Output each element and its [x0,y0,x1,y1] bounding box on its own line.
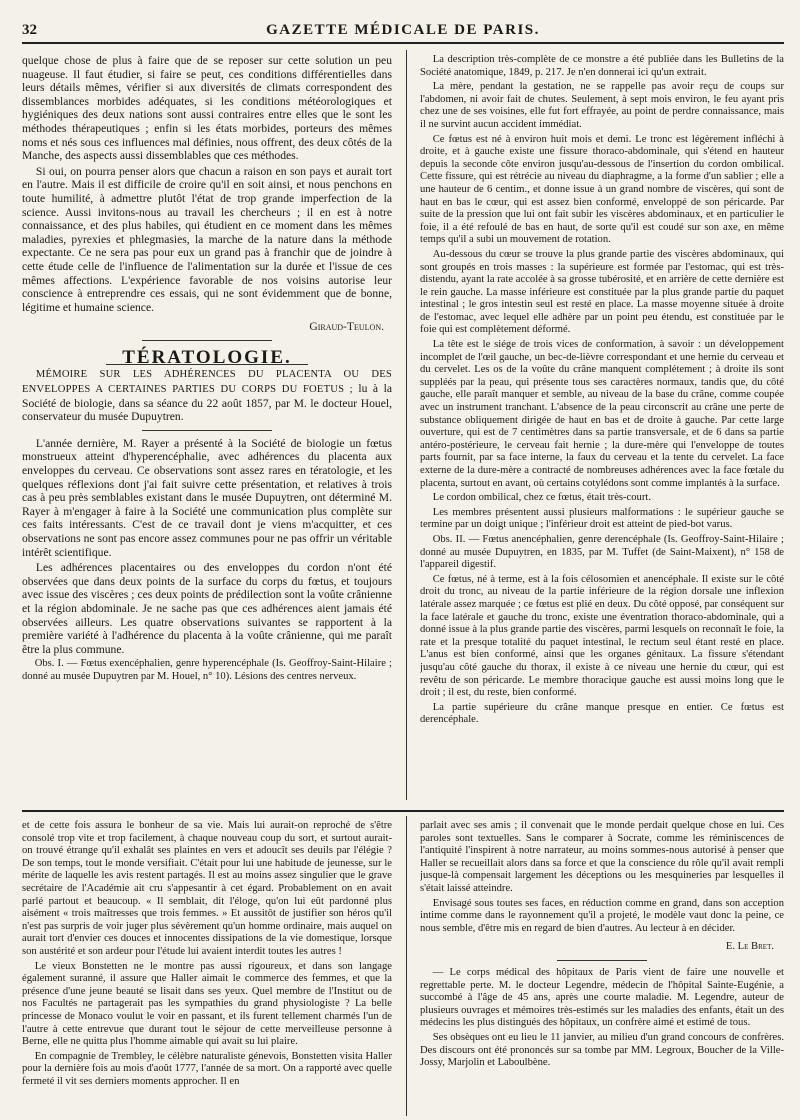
paragraph: Les adhérences placentaires ou des enveloppes du cordon n'ont été observées que dans deux points de la surface du corps du fœtus, et toujours avec issue des viscères ; ces deux points de prédilection sont la voûte crânienne et la région abdominale. Je ne sache pas que ces adhérences aient jamais été observées ailleurs. Les quatre observations suivantes se rapportent à la première variété à l'adhérence du placenta à la voûte crânienne, qui me paraît être la plus commune. [22,561,392,656]
paragraph: Ce fœtus, né à terme, est à la fois célosomien et anencéphale. Il existe sur le côté droit du tronc, au niveau de la partie inférieure de la région dorsale une inflexion latérale assez marquée ; ce fœtus est plié en deux. Du côté opposé, par conséquent sur la face latérale et gauche du tronc, existe une éventration thoraco-abdominale, qui a donné issue à la plus grande partie des viscères, parmi lesquels on reconnaît le foie, la rate et la presque totalité du paquet intestinal, le rectum seul étant resté en place. L'anus est bien conformé, ainsi que les organes génitaux. La fissure s'étendant jusqu'au côté gauche du thorax, il existe à ce niveau une hernie du cœur, qui est revêtu de son péricarde. Le membre thoracique gauche est aussi moins long que le droit ; il est, du reste, bien conformé. [420,573,784,699]
paragraph: La partie supérieure du crâne manque presque en entier. Ce fœtus est derencéphale. [420,701,784,726]
divider [142,430,272,431]
feuilleton-rule [22,810,784,812]
paragraph: parlait avec ses amis ; il convenait que le monde perdait quelque chose en lui. Ces paroles sont textuelles. Sans le comparer à Socrate, comme les réminiscences de l'antiquité l'inspirent à notre narrateur, au moins sommes-nous autorisé à penser que Haller se recueillait alors dans sa force et que la conscience du rôle qu'il avait rempli jusque-là compensait largement les déceptions ou les mesquineries par lesquelles il s'était laissé atteindre. [420,820,784,894]
paragraph: Envisagé sous toutes ses faces, en réduction comme en grand, dans son acception intime comme dans le rayonnement qu'il a projeté, le modèle vaut donc la peine, ce nous semble, d'être mis en regard de bien d'autres. Au lecteur à en décider. [420,897,784,934]
memoire-subtitle: lu à la Société de biologie, dans sa séance du 22 août 1857, par M. le docteur Houel, conservateur du musée Dupuytren. [22,382,392,424]
author-signature: Giraud-Teulon. [309,320,384,334]
paragraph: Le cordon ombilical, chez ce fœtus, était très-court. [432,492,651,504]
paragraph: et de cette fois assura le bonheur de sa vie. Mais lui aurait-on reproché de s'être consolé trop vite et trop facilement, à chaque nouveau coup du sort, et surtout aurait-on trouvé étrange qu'il exhalât ses plaintes en vers et adoucît ses deuils par l'élégie ? De son temps, tout le monde versifiait. C'était pour lui une habitude de jeunesse, sur le mérite de laquelle les avis restent partagés. Il est au moins assez singulier que le grave secrétaire de l'Académie ait cru s'appesantir à cet égard. Probablement on en avait parlé partout et beaucoup. « Il semblait, dit l'éloge, qu'on lui eût pardonné plus aisément « trois maîtresses que trois femmes. » Et aussitôt de justifier son héros qu'il n'est pas surpris de voir juger plus sévèrement qu'un homme ordinaire, mais auquel on aurait tort d'envier ces douces et innocentes dissipations de la vie domestique, lorsque son austérité et son ardeur pour l'étude lui avaient interdit toutes les autres ! [22,820,392,957]
paragraph: Le vieux Bonstetten ne le montre pas aussi rigoureux, et dans son langage également suranné, il assure que Haller aimait le commerce des femmes, et que la présence d'une jeune beauté se lisait dans ses yeux. Quel membre de l'Institut ou de nos Facultés ne partagerait pas les sympathies du grand physiologiste ? La belle princesse de Monaco voulut le voir en passant, et ils furent tellement charmés l'un de l'autre à cette entrevue que durant tout le séjour de cette merveilleuse personne à Berne, elle ne quitta plus l'homme aimable qui avait su lui plaire. [22,960,392,1048]
news-item: Ses obsèques ont eu lieu le 11 janvier, au milieu d'un grand concours de confrères. Des discours ont été prononcés sur sa tombe par MM. Legroux, Boucher de la Ville-Jossy, Marjolin et Laboulbène. [420,1031,784,1069]
divider [142,340,272,341]
paragraph: Au-dessous du cœur se trouve la plus grande partie des viscères abdominaux, qui sont groupés en trois masses : la supérieure est formée par l'estomac, qui est très-distendu, ayant la rate accolée à sa grosse tubérosité, et en arrière de cette dernière est le rein gauche. La masse inférieure est constituée par la plus grande partie du paquet intestinal ; le gros intestin seul est resté en place. La masse moyenne située à droite de l'estomac, avec lequel elle adhère par un point peu étendu, est constituée par le foie qui est complètement déformé. [420,248,784,336]
section-title-text: TÉRATOLOGIE. [106,351,308,366]
author-signature: E. Le Bret. [725,941,774,953]
news-item: — Le corps médical des hôpitaux de Paris vient de faire une nouvelle et regrettable perte. M. le docteur Legendre, médecin de l'hôpital Sainte-Eugénie, a succombé à l'âge de 45 ans, après une courte maladie. M. Legendre, auteur de plusieurs ouvrages et mémoires très-estimés sur les maladies des enfants, était un des médecins les plus distingués des hôpitaux, un confrère aimé et estimé de tous. [420,966,784,1029]
column-rule [406,816,407,1116]
top-right-column [420,54,784,804]
memoire-heading: MÉMOIRE SUR LES ADHÉRENCES DU PLACENTA OU DES ENVELOPPES A CERTAINES PARTIES DU CORPS DU FOETUS ; [22,369,392,396]
paragraph: Ce fœtus est né à environ huit mois et demi. Le tronc est légèrement infléchi à droite, et à gauche existe une fissure thoraco-abdominale, qui s'étend en hauteur depuis la seconde côte environ jusqu'au-dessous de l'insertion du cordon ombilical. Cette fissure, qui est rétrécie au niveau du diaphragme, a la forme d'un sablier ; elle a une hauteur de 6 centim., et donne issue à un grand nombre de viscères, qui sont de haut en bas le cœur, qui est assez bien conformé, enveloppé de son péricarde. Par suite de la pression que lui ont fait subir les viscères abdominaux, et en particulier le foie, il a été refoulé de bas en haut, de sorte qu'il est coudé sur son axe, en même temps qu'il a subi un mouvement de rotation. [420,133,784,246]
paragraph: L'année dernière, M. Rayer a présenté à la Société de biologie un fœtus monstrueux atteint d'hyperencéphalie, avec adhérences du placenta aux enveloppes du cerveau. Ce observations sont assez rares en tératologie, et les quelques réflexions dont j'ai fait suivre cette présentation, et relatives à trois cas à peu près semblables existant dans le musée Dupuytren, ont déterminé M. Rayer à m'engager à faire à la Société une communication plus complète sur ces faits intéressants. C'est de ce travail dont je viens m'acquitter, et ces observations ne sont pas encore assez communes pour ne pas offrir un véritable intérêt scientifique. [22,436,392,559]
memoire-title [22,367,392,423]
bottom-left-column [22,820,392,1120]
paragraph: En compagnie de Trembley, le célèbre naturaliste génevois, Bonstetten visita Haller pour la dernière fois au mois d'août 1777, l'année de sa mort. On a rapporté avec quelle fermeté il vit ses derniers moments approcher. Il en [22,1050,392,1087]
column-rule [406,50,407,800]
paragraph: La tête est le siége de trois vices de conformation, à savoir : un développement incomplet de l'œil gauche, un bec-de-lièvre correspondant et une hernie du cerveau et du cervelet. Les os de la voûte du crâne manquent complétement ; à droite ils sont suppléés par la peau, qui présente tous ses caractères normaux, tandis que, du côté gauche, elle paraît manquer et semble, au niveau de la base du crâne, comme coupée avec un instrument tranchant. L'absence de la peau circonscrit au crâne une perte de substance obliquement dirigée de haut en bas et de droite à gauche. Par cette large ouverture, qui est de 7 centimètres dans sa partie transversale, et de 6 dans sa partie antéro-postérieure, le cerveau fait hernie ; la dure-mère qui l'enveloppe de toutes parts fournit, par sa face interne, la faux du cerveau et la tente du cervelet. La face externe de la dure-mère a contracté de nombreuses adhérences avec la face fœtale du placenta, surtout en avant, où certains cotylédons sont comme implantés à la surface. [420,339,784,489]
paragraph: quelque chose de plus à faire que de se reposer sur cette solution un peu nuageuse. Il faut étudier, si faire se peut, ces conditions différentielles dans leurs détails mêmes, vérifier si aux diversités de climats correspondent des dissemblances morbides adéquates, si les conditions météorologiques et hygiéniques des deux nations sont aussi contraires entre elles que le sont les méthodes thérapeutiques ; enfin si les états morbides, porteurs des mêmes noms et nés sous ces influences mal définies, nous offrent, des deux côtés de la Manche, des aspects aussi dissemblables que ces méthodes. [22,54,392,163]
divider [557,960,647,961]
journal-title: GAZETTE MÉDICALE DE PARIS. [266,22,540,38]
bottom-right-column [420,820,784,1120]
paragraph: Si oui, on pourra penser alors que chacun a raison en son pays et aurait tort en l'autre. Mais il est difficile de croire qu'il en soit ainsi, et nous penchons en toute humilité, à admettre plutôt l'état de trop grande imperfection de la science. Aussi invitons-nous au travail les chercheurs ; il en est à notre connaissance, et des plus habiles, qui étudient en ce moment dans les mêmes maladies, pyrexies et phlegmasies, la marche de la nature dans la méthode expectante. Ce ne sera pas pour eux un grand pas à franchir que de joindre à cette étude celle de l'influence de l'alimentation sur la durée et l'issue de ces mêmes affections. L'expérience favorable de nos voisins autorise leur conscience à entreprendre ces essais, qui ne sont évidemment que de bonne, légitime et humaine science. [22,164,392,314]
observation-two: Obs. II. — Fœtus anencéphalien, genre derencéphale (Is. Geoffroy-Saint-Hilaire ; donné au musée Dupuytren, en 1835, par M. Tuffet (de Saint-Maixent), n° 158 de l'appareil digestif. [420,533,784,571]
observation-one: Obs. I. — Fœtus exencéphalien, genre hyperencéphale (Is. Geoffroy-Saint-Hilaire ; donné au musée Dupuytren par M. Houel, n° 10). Lésions des centres nerveux. [22,658,392,682]
page-header [22,12,784,44]
top-left-column [22,54,392,784]
page-number: 32 [22,22,37,38]
paragraph: La mère, pendant la gestation, ne se rappelle pas avoir reçu de coups sur l'abdomen, ni avoir fait de chutes. Seulement, à sept mois environ, le feu ayant pris chez une de ses voisines, elle fut fort effrayée, au point de perdre connaissance, mais il ne survint aucun accident immédiat. [420,81,784,130]
paragraph: Les membres présentent aussi plusieurs malformations : le supérieur gauche se termine par un doigt unique ; l'inférieur droit est atteint de pied-bot varus. [420,506,784,531]
paragraph: La description très-complète de ce monstre a été publiée dans les Bulletins de la Société anatomique, 1849, p. 217. Je n'en donnerai ici qu'un extrait. [420,54,784,78]
section-title [22,346,392,368]
